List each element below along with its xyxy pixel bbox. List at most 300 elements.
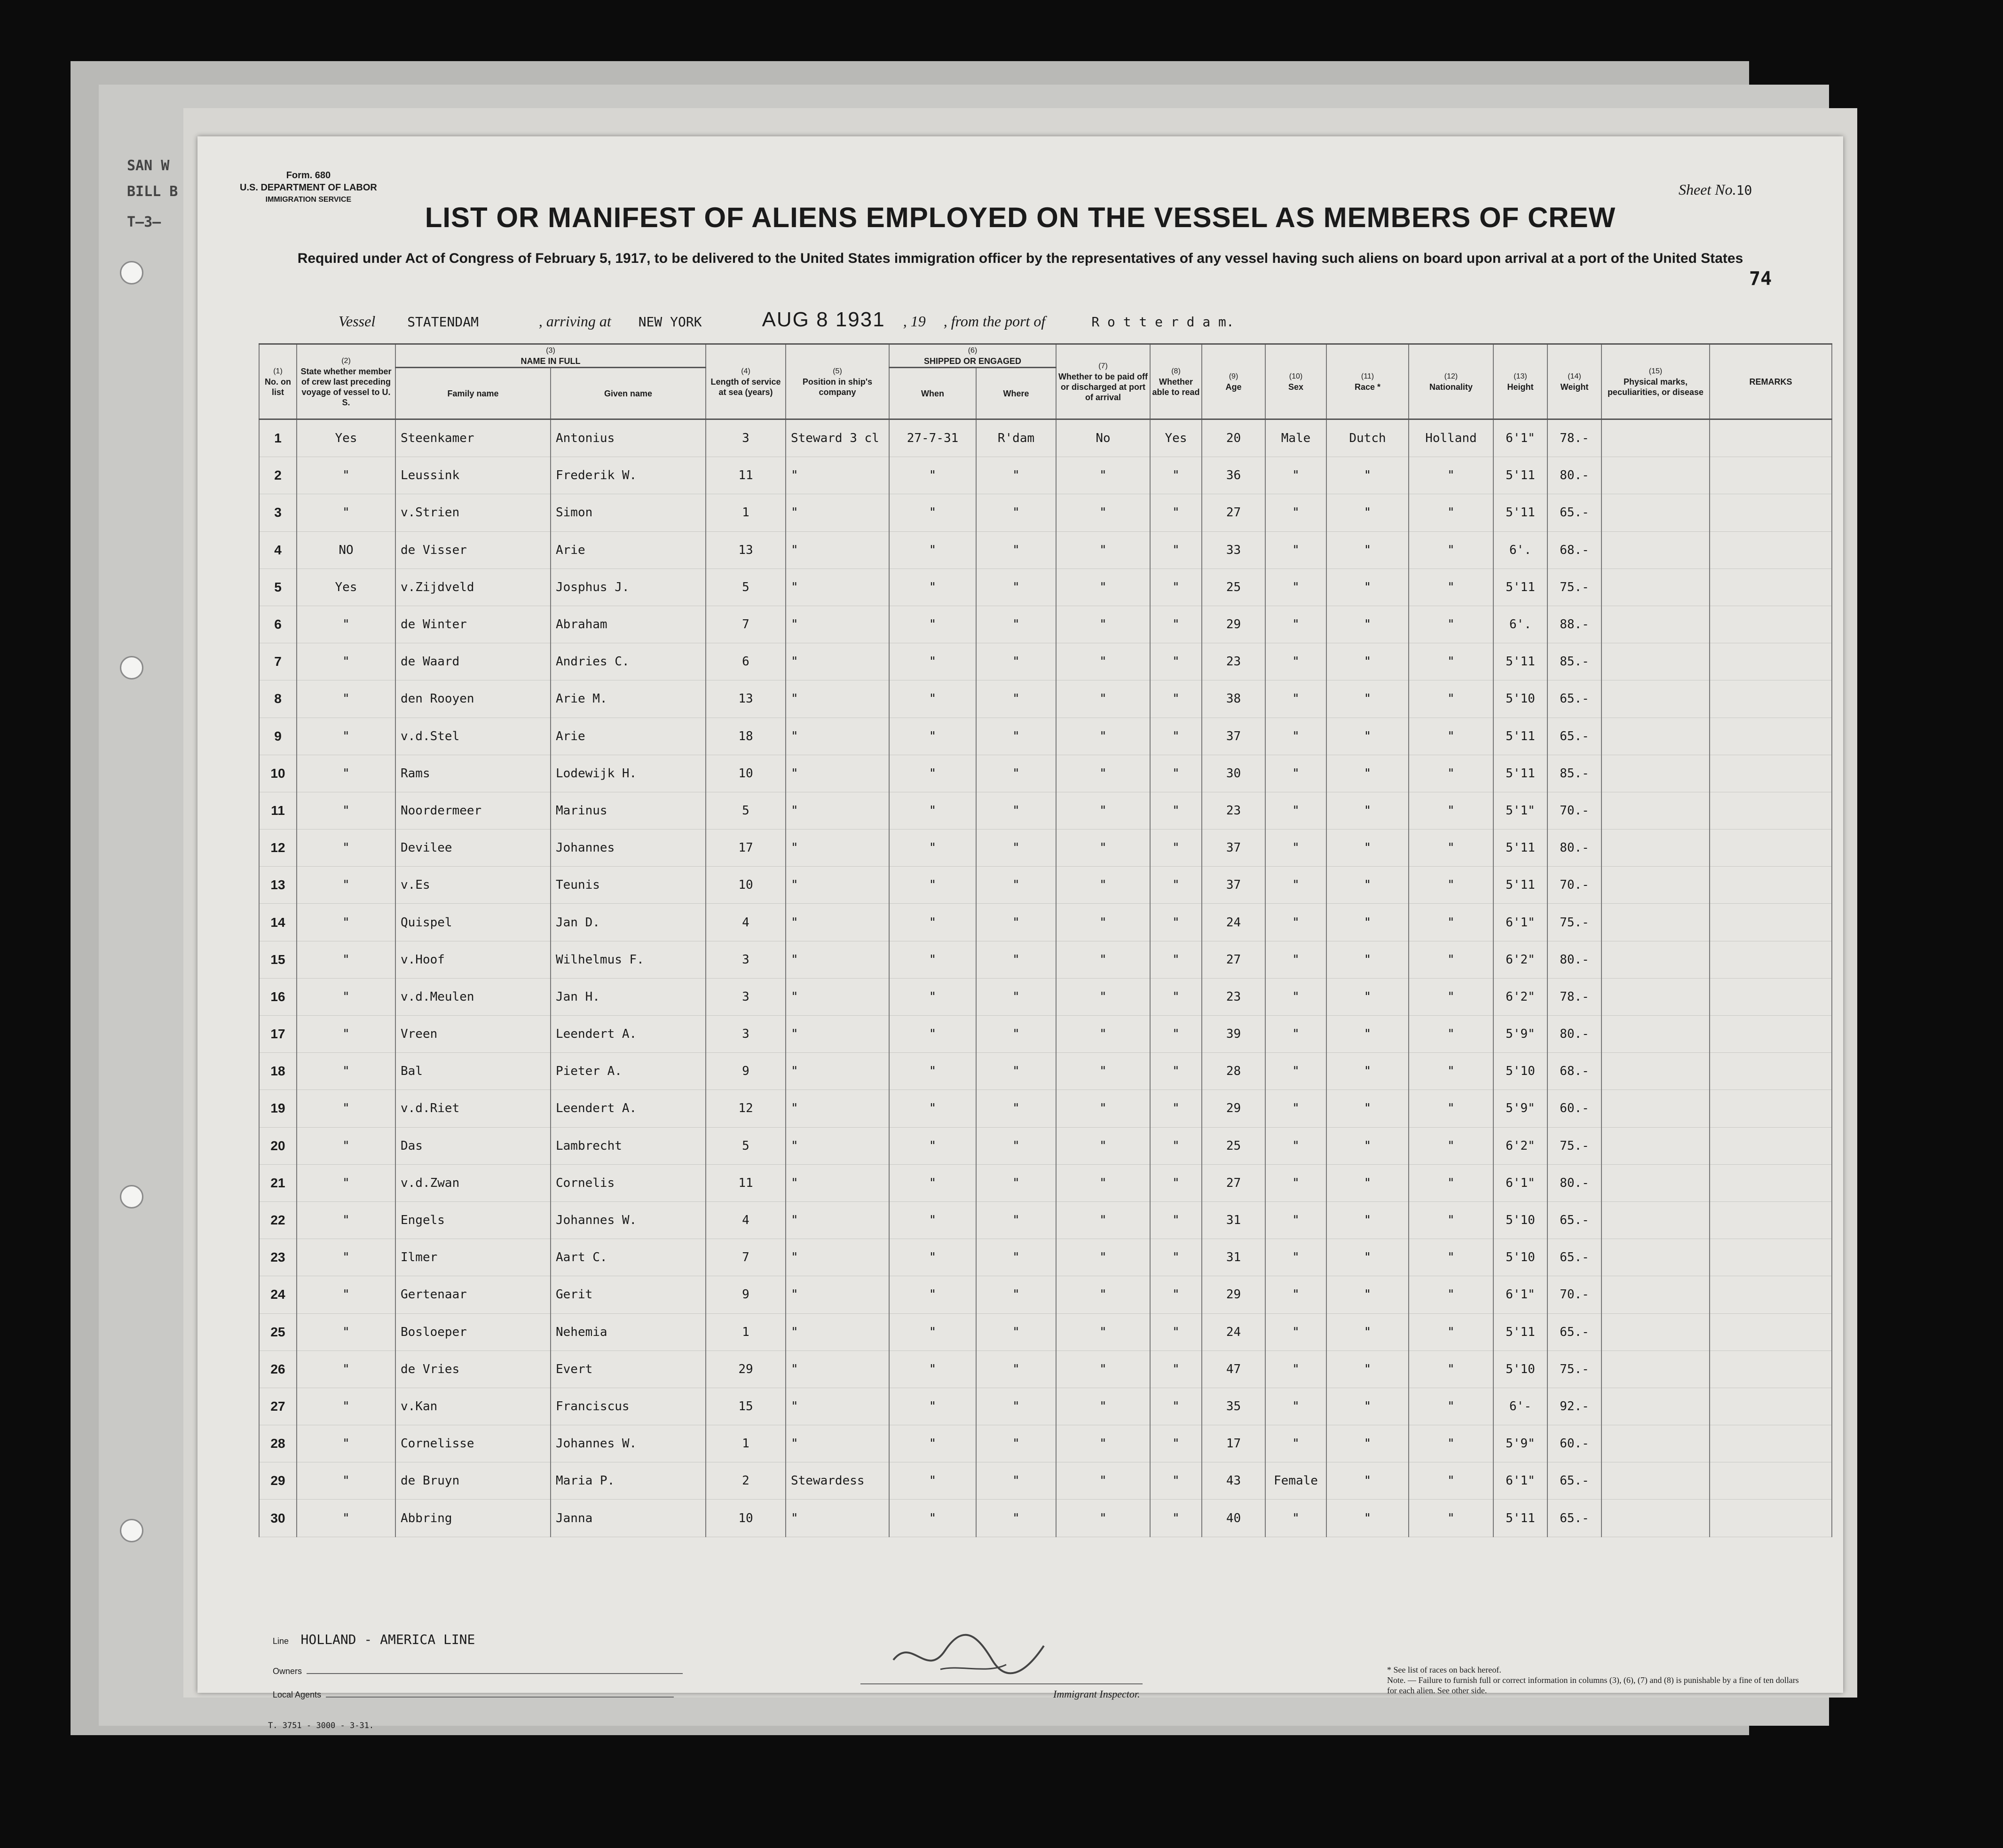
last-voyage-cell: "	[297, 1276, 395, 1313]
last-voyage-cell: "	[297, 867, 395, 904]
vessel-name: STATENDAM	[407, 314, 479, 330]
paid-off-cell: "	[1056, 531, 1150, 569]
col-header-position: (5) Position in ship's company	[786, 344, 889, 419]
weight-cell: 80.-	[1547, 941, 1601, 978]
shipped-when-cell: "	[889, 1425, 976, 1462]
service-years-cell: 5	[706, 1127, 786, 1164]
last-voyage-cell: "	[297, 457, 395, 494]
position-cell: "	[786, 1313, 889, 1350]
remarks-cell	[1710, 904, 1832, 941]
physical-marks-cell	[1601, 1276, 1710, 1313]
table-row	[259, 1350, 1832, 1388]
race-cell: "	[1326, 1053, 1409, 1090]
family-name-cell: v.d.Riet	[395, 1090, 551, 1127]
sex-cell: "	[1265, 1276, 1326, 1313]
stamp-number: 74	[1749, 268, 1772, 290]
race-cell: "	[1326, 978, 1409, 1015]
nationality-cell: "	[1409, 755, 1493, 792]
physical-marks-cell	[1601, 792, 1710, 829]
sex-cell: "	[1265, 829, 1326, 867]
service-years-cell: 3	[706, 941, 786, 978]
table-row	[259, 867, 1832, 904]
binder-hole	[120, 1185, 143, 1208]
last-voyage-cell: "	[297, 1164, 395, 1201]
col-header-where: Where	[976, 368, 1056, 419]
paid-off-cell: "	[1056, 792, 1150, 829]
paid-off-cell: "	[1056, 904, 1150, 941]
last-voyage-cell: "	[297, 1500, 395, 1537]
nationality-cell: "	[1409, 718, 1493, 755]
sex-cell: "	[1265, 680, 1326, 718]
age-cell: 33	[1202, 531, 1265, 569]
read-cell: "	[1150, 718, 1202, 755]
remarks-cell	[1710, 680, 1832, 718]
weight-cell: 68.-	[1547, 1053, 1601, 1090]
height-cell: 5'11	[1493, 569, 1547, 606]
paid-off-cell: "	[1056, 569, 1150, 606]
row-number: 27	[259, 1388, 297, 1425]
sheet-number	[1679, 181, 1752, 198]
form-code: T. 3751 - 3000 - 3-31.	[268, 1721, 374, 1730]
shipped-where-cell: "	[976, 829, 1056, 867]
read-cell: "	[1150, 1350, 1202, 1388]
shipped-where-cell: "	[976, 1462, 1056, 1500]
read-cell: "	[1150, 494, 1202, 531]
family-name-cell: v.Es	[395, 867, 551, 904]
nationality-cell: "	[1409, 829, 1493, 867]
paid-off-cell: "	[1056, 1053, 1150, 1090]
shipped-where-cell: "	[976, 867, 1056, 904]
family-name-cell: v.d.Meulen	[395, 978, 551, 1015]
table-row	[259, 792, 1832, 829]
row-number: 12	[259, 829, 297, 867]
row-number: 30	[259, 1500, 297, 1537]
position-cell: "	[786, 643, 889, 680]
table-row	[259, 531, 1832, 569]
col-header-given: Given name	[551, 368, 706, 419]
shipped-when-cell: "	[889, 1239, 976, 1276]
shipped-when-cell: "	[889, 941, 976, 978]
family-name-cell: Devilee	[395, 829, 551, 867]
height-cell: 6'.	[1493, 531, 1547, 569]
weight-cell: 68.-	[1547, 531, 1601, 569]
col-header-age: (9) Age	[1202, 344, 1265, 419]
shipped-when-cell: "	[889, 1313, 976, 1350]
read-cell: Yes	[1150, 419, 1202, 457]
last-voyage-cell: "	[297, 1239, 395, 1276]
sheet-value: 10	[1736, 182, 1752, 198]
read-cell: "	[1150, 1053, 1202, 1090]
read-cell: "	[1150, 457, 1202, 494]
physical-marks-cell	[1601, 1462, 1710, 1500]
nationality-cell: "	[1409, 1388, 1493, 1425]
read-cell: "	[1150, 1500, 1202, 1537]
table-row	[259, 1053, 1832, 1090]
table-row	[259, 1500, 1832, 1537]
given-name-cell: Andries C.	[551, 643, 706, 680]
nationality-cell: "	[1409, 941, 1493, 978]
physical-marks-cell	[1601, 1500, 1710, 1537]
row-number: 5	[259, 569, 297, 606]
sex-cell: "	[1265, 941, 1326, 978]
weight-cell: 92.-	[1547, 1388, 1601, 1425]
service-years-cell: 3	[706, 978, 786, 1015]
last-voyage-cell: "	[297, 829, 395, 867]
position-cell: "	[786, 457, 889, 494]
sex-cell: "	[1265, 569, 1326, 606]
col-header-sex: (10) Sex	[1265, 344, 1326, 419]
sex-cell: "	[1265, 792, 1326, 829]
table-row	[259, 1239, 1832, 1276]
binder-hole	[120, 656, 143, 679]
nationality-cell: "	[1409, 680, 1493, 718]
race-cell: "	[1326, 606, 1409, 643]
remarks-cell	[1710, 419, 1832, 457]
read-cell: "	[1150, 755, 1202, 792]
last-voyage-cell: "	[297, 1350, 395, 1388]
remarks-cell	[1710, 1201, 1832, 1239]
row-number: 28	[259, 1425, 297, 1462]
sex-cell: "	[1265, 1053, 1326, 1090]
table-row	[259, 904, 1832, 941]
remarks-cell	[1710, 1239, 1832, 1276]
sex-cell: "	[1265, 867, 1326, 904]
vessel-label: Vessel	[339, 313, 376, 330]
age-cell: 40	[1202, 1500, 1265, 1537]
given-name-cell: Janna	[551, 1500, 706, 1537]
height-cell: 5'9"	[1493, 1016, 1547, 1053]
position-cell: "	[786, 1016, 889, 1053]
col-header-when: When	[889, 368, 976, 419]
physical-marks-cell	[1601, 978, 1710, 1015]
sex-cell: "	[1265, 755, 1326, 792]
age-cell: 27	[1202, 941, 1265, 978]
col-header-race: (11) Race *	[1326, 344, 1409, 419]
paid-off-cell: "	[1056, 829, 1150, 867]
sex-cell: "	[1265, 643, 1326, 680]
shipped-when-cell: "	[889, 1350, 976, 1388]
remarks-cell	[1710, 1090, 1832, 1127]
nationality-cell: "	[1409, 978, 1493, 1015]
table-row	[259, 1425, 1832, 1462]
race-cell: "	[1326, 494, 1409, 531]
read-cell: "	[1150, 1164, 1202, 1201]
row-number: 9	[259, 718, 297, 755]
service-years-cell: 4	[706, 904, 786, 941]
paid-off-cell: "	[1056, 1500, 1150, 1537]
paid-off-cell: "	[1056, 643, 1150, 680]
weight-cell: 75.-	[1547, 569, 1601, 606]
physical-marks-cell	[1601, 1313, 1710, 1350]
nationality-cell: "	[1409, 1164, 1493, 1201]
last-voyage-cell: "	[297, 978, 395, 1015]
sex-cell: "	[1265, 1500, 1326, 1537]
age-cell: 27	[1202, 494, 1265, 531]
physical-marks-cell	[1601, 867, 1710, 904]
sex-cell: Female	[1265, 1462, 1326, 1500]
sex-cell: "	[1265, 904, 1326, 941]
remarks-cell	[1710, 718, 1832, 755]
weight-cell: 65.-	[1547, 718, 1601, 755]
service-years-cell: 18	[706, 718, 786, 755]
col-header-last-voyage: (2) State whether member of crew last preceding voyage of vessel to U. S.	[297, 344, 395, 419]
col-header-remarks: REMARKS	[1710, 344, 1832, 419]
family-name-cell: Rams	[395, 755, 551, 792]
family-name-cell: v.d.Stel	[395, 718, 551, 755]
shipped-where-cell: "	[976, 643, 1056, 680]
row-number: 7	[259, 643, 297, 680]
age-cell: 29	[1202, 606, 1265, 643]
remarks-cell	[1710, 792, 1832, 829]
family-name-cell: den Rooyen	[395, 680, 551, 718]
last-voyage-cell: "	[297, 1090, 395, 1127]
weight-cell: 80.-	[1547, 1164, 1601, 1201]
age-cell: 29	[1202, 1090, 1265, 1127]
shipped-where-cell: "	[976, 1500, 1056, 1537]
departure-port: R o t t e r d a m.	[1091, 314, 1234, 330]
row-number: 29	[259, 1462, 297, 1500]
shipped-where-cell: "	[976, 1350, 1056, 1388]
race-cell: "	[1326, 941, 1409, 978]
read-cell: "	[1150, 606, 1202, 643]
family-name-cell: Das	[395, 1127, 551, 1164]
paid-off-cell: "	[1056, 606, 1150, 643]
sex-cell: "	[1265, 1239, 1326, 1276]
weight-cell: 78.-	[1547, 419, 1601, 457]
shipped-when-cell: "	[889, 1016, 976, 1053]
given-name-cell: Gerit	[551, 1276, 706, 1313]
row-number: 24	[259, 1276, 297, 1313]
row-number: 13	[259, 867, 297, 904]
given-name-cell: Josphus J.	[551, 569, 706, 606]
race-cell: "	[1326, 680, 1409, 718]
height-cell: 5'11	[1493, 494, 1547, 531]
position-cell: "	[786, 531, 889, 569]
shipped-where-cell: "	[976, 1127, 1056, 1164]
paid-off-cell: "	[1056, 755, 1150, 792]
position-cell: "	[786, 1276, 889, 1313]
family-name-cell: de Vries	[395, 1350, 551, 1388]
paid-off-cell: "	[1056, 1201, 1150, 1239]
age-cell: 23	[1202, 792, 1265, 829]
age-cell: 17	[1202, 1425, 1265, 1462]
position-cell: "	[786, 606, 889, 643]
height-cell: 5'11	[1493, 829, 1547, 867]
table-row	[259, 1164, 1832, 1201]
given-name-cell: Simon	[551, 494, 706, 531]
last-voyage-cell: "	[297, 718, 395, 755]
paid-off-cell: "	[1056, 494, 1150, 531]
given-name-cell: Wilhelmus F.	[551, 941, 706, 978]
family-name-cell: v.Zijdveld	[395, 569, 551, 606]
table-row	[259, 643, 1832, 680]
age-cell: 27	[1202, 1164, 1265, 1201]
arriving-label: , arriving at	[538, 313, 611, 330]
table-row	[259, 941, 1832, 978]
given-name-cell: Antonius	[551, 419, 706, 457]
family-name-cell: Cornelisse	[395, 1425, 551, 1462]
row-number: 25	[259, 1313, 297, 1350]
line-value: HOLLAND - AMERICA LINE	[300, 1632, 475, 1647]
shipped-when-cell: "	[889, 531, 976, 569]
paid-off-cell: "	[1056, 1164, 1150, 1201]
race-cell: "	[1326, 1201, 1409, 1239]
row-number: 8	[259, 680, 297, 718]
service-years-cell: 5	[706, 792, 786, 829]
family-name-cell: Gertenaar	[395, 1276, 551, 1313]
agents-field	[273, 1688, 674, 1700]
family-name-cell: v.d.Zwan	[395, 1164, 551, 1201]
position-cell: Stewardess	[786, 1462, 889, 1500]
last-voyage-cell: "	[297, 643, 395, 680]
col-header-paid-off: (7) Whether to be paid off or discharged at port of arrival	[1056, 344, 1150, 419]
col-header-physical: (15) Physical marks, peculiarities, or disease	[1601, 344, 1710, 419]
sex-cell: "	[1265, 531, 1326, 569]
age-cell: 20	[1202, 419, 1265, 457]
inspector-line	[860, 1683, 1143, 1684]
nationality-cell: "	[1409, 1350, 1493, 1388]
last-voyage-cell: NO	[297, 531, 395, 569]
family-name-cell: Abbring	[395, 1500, 551, 1537]
row-number: 11	[259, 792, 297, 829]
service-years-cell: 12	[706, 1090, 786, 1127]
given-name-cell: Evert	[551, 1350, 706, 1388]
remarks-cell	[1710, 1053, 1832, 1090]
shipped-when-cell: "	[889, 643, 976, 680]
shipped-where-cell: "	[976, 1425, 1056, 1462]
height-cell: 6'2"	[1493, 978, 1547, 1015]
weight-cell: 85.-	[1547, 643, 1601, 680]
nationality-cell: "	[1409, 1425, 1493, 1462]
remarks-cell	[1710, 1313, 1832, 1350]
height-cell: 5'11	[1493, 643, 1547, 680]
nationality-cell: "	[1409, 606, 1493, 643]
shipped-when-cell: "	[889, 1388, 976, 1425]
shipped-where-cell: R'dam	[976, 419, 1056, 457]
age-cell: 37	[1202, 829, 1265, 867]
family-name-cell: v.Kan	[395, 1388, 551, 1425]
table-row	[259, 1276, 1832, 1313]
physical-marks-cell	[1601, 1053, 1710, 1090]
col-header-service: (4) Length of service at sea (years)	[706, 344, 786, 419]
last-voyage-cell: "	[297, 1313, 395, 1350]
shipped-when-cell: "	[889, 1090, 976, 1127]
sex-cell: "	[1265, 457, 1326, 494]
shipped-where-cell: "	[976, 494, 1056, 531]
position-cell: "	[786, 978, 889, 1015]
table-row	[259, 680, 1832, 718]
nationality-cell: "	[1409, 1201, 1493, 1239]
family-name-cell: Engels	[395, 1201, 551, 1239]
position-cell: "	[786, 569, 889, 606]
read-cell: "	[1150, 1016, 1202, 1053]
service-years-cell: 5	[706, 569, 786, 606]
physical-marks-cell	[1601, 1016, 1710, 1053]
position-cell: "	[786, 494, 889, 531]
last-voyage-cell: "	[297, 494, 395, 531]
shipped-where-cell: "	[976, 904, 1056, 941]
shipped-when-cell: "	[889, 494, 976, 531]
service-years-cell: 17	[706, 829, 786, 867]
table-row	[259, 457, 1832, 494]
sex-cell: "	[1265, 978, 1326, 1015]
weight-cell: 65.-	[1547, 1239, 1601, 1276]
remarks-cell	[1710, 1164, 1832, 1201]
shipped-when-cell: "	[889, 792, 976, 829]
shipped-when-cell: "	[889, 1127, 976, 1164]
physical-marks-cell	[1601, 718, 1710, 755]
last-voyage-cell: "	[297, 1201, 395, 1239]
given-name-cell: Leendert A.	[551, 1016, 706, 1053]
nationality-cell: "	[1409, 1127, 1493, 1164]
given-name-cell: Marinus	[551, 792, 706, 829]
physical-marks-cell	[1601, 643, 1710, 680]
position-cell: "	[786, 1350, 889, 1388]
paid-off-cell: "	[1056, 1016, 1150, 1053]
remarks-cell	[1710, 1276, 1832, 1313]
age-cell: 28	[1202, 1053, 1265, 1090]
physical-marks-cell	[1601, 829, 1710, 867]
footnote-penalty: Note. — Failure to furnish full or correct information in columns (3), (6), (7) and (8) is punishable by a fine of ten dollars for each alien. See other side.	[1387, 1675, 1799, 1695]
service-years-cell: 1	[706, 494, 786, 531]
weight-cell: 60.-	[1547, 1425, 1601, 1462]
shipped-where-cell: "	[976, 1016, 1056, 1053]
family-name-cell: v.Hoof	[395, 941, 551, 978]
race-cell: "	[1326, 755, 1409, 792]
last-voyage-cell: "	[297, 941, 395, 978]
sex-cell: "	[1265, 718, 1326, 755]
paid-off-cell: "	[1056, 680, 1150, 718]
paid-off-cell: No	[1056, 419, 1150, 457]
given-name-cell: Maria P.	[551, 1462, 706, 1500]
last-voyage-cell: "	[297, 680, 395, 718]
race-cell: "	[1326, 643, 1409, 680]
row-number: 23	[259, 1239, 297, 1276]
age-cell: 25	[1202, 569, 1265, 606]
service-years-cell: 7	[706, 606, 786, 643]
age-cell: 47	[1202, 1350, 1265, 1388]
race-cell: "	[1326, 1425, 1409, 1462]
remarks-cell	[1710, 941, 1832, 978]
read-cell: "	[1150, 1276, 1202, 1313]
service-years-cell: 3	[706, 419, 786, 457]
height-cell: 5'10	[1493, 680, 1547, 718]
read-cell: "	[1150, 1388, 1202, 1425]
position-cell: "	[786, 829, 889, 867]
height-cell: 6'.	[1493, 606, 1547, 643]
service-years-cell: 6	[706, 643, 786, 680]
read-cell: "	[1150, 829, 1202, 867]
sheet-label: Sheet No.	[1679, 181, 1736, 198]
table-row	[259, 606, 1832, 643]
col-header-read: (8) Whether able to read	[1150, 344, 1202, 419]
shipped-where-cell: "	[976, 1090, 1056, 1127]
height-cell: 5'11	[1493, 718, 1547, 755]
row-number: 26	[259, 1350, 297, 1388]
service-years-cell: 13	[706, 531, 786, 569]
remarks-cell	[1710, 1425, 1832, 1462]
service-years-cell: 9	[706, 1053, 786, 1090]
physical-marks-cell	[1601, 941, 1710, 978]
physical-marks-cell	[1601, 1164, 1710, 1201]
service-years-cell: 11	[706, 1164, 786, 1201]
shipped-when-cell: "	[889, 829, 976, 867]
shipped-when-cell: "	[889, 457, 976, 494]
nationality-cell: "	[1409, 904, 1493, 941]
paid-off-cell: "	[1056, 941, 1150, 978]
last-voyage-cell: "	[297, 904, 395, 941]
weight-cell: 85.-	[1547, 755, 1601, 792]
